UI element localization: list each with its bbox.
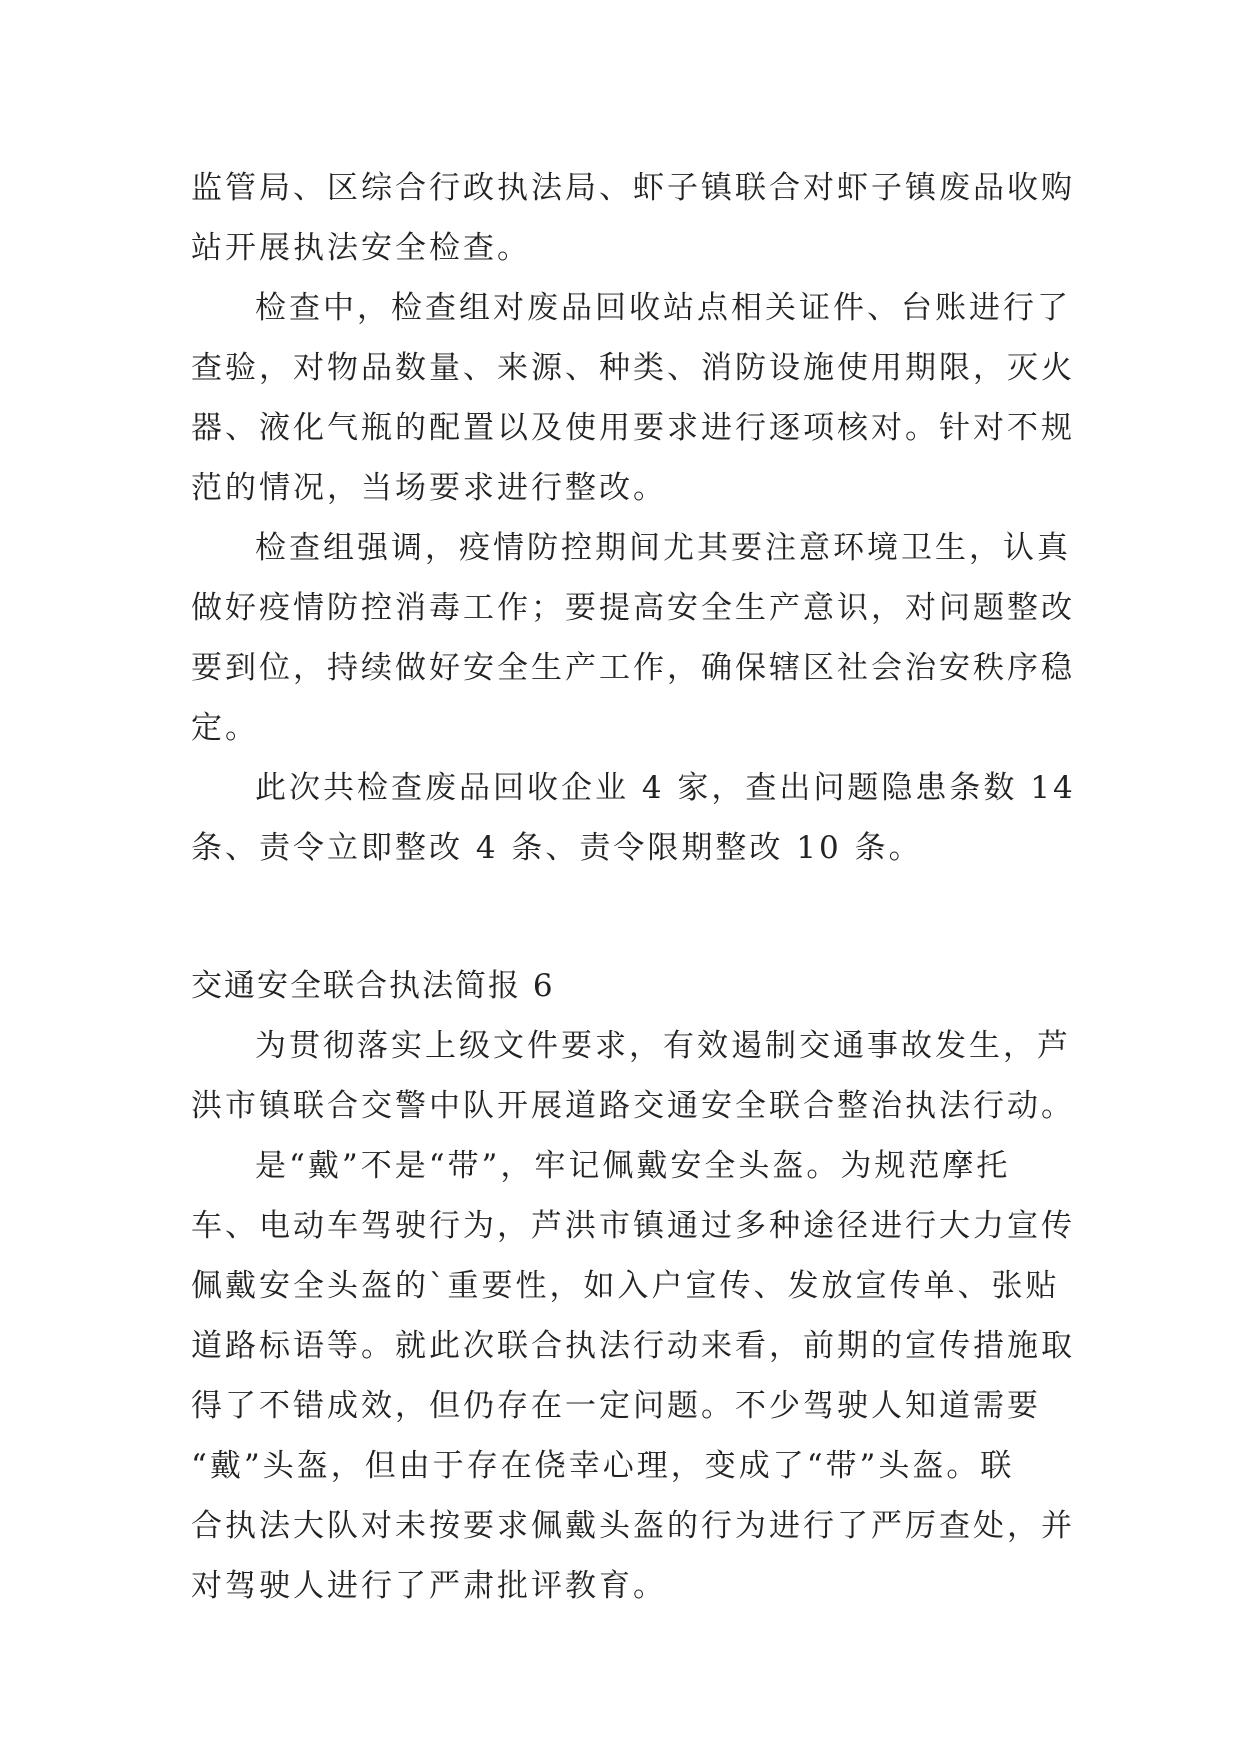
paragraph-line: 洪市镇联合交警中队开展道路交通安全联合整治执法行动。 bbox=[191, 1088, 1075, 1124]
paragraph-line: 佩戴安全头盔的`重要性，如入户宣传、发放宣传单、张贴 bbox=[191, 1268, 1060, 1304]
paragraph-line: 道路标语等。就此次联合执法行动来看，前期的宣传措施取 bbox=[191, 1328, 1075, 1364]
paragraph-line: 监管局、区综合行政执法局、虾子镇联合对虾子镇废品收购 bbox=[191, 170, 1075, 206]
paragraph-line: 是“戴”不是“带”，牢记佩戴安全头盔。为规范摩托 bbox=[255, 1148, 1011, 1184]
section-gap bbox=[191, 878, 1051, 956]
document-body bbox=[191, 158, 1076, 1616]
paragraph-line: 合执法大队对未按要求佩戴头盔的行为进行了严厉查处，并 bbox=[191, 1508, 1075, 1544]
paragraph-line: 检查组强调，疫情防控期间尤其要注意环境卫生，认真 bbox=[255, 530, 1071, 566]
paragraph-line: “戴”头盔，但由于存在侥幸心理，变成了“带”头盔。联 bbox=[191, 1448, 1015, 1484]
paragraph-line: 检查中，检查组对废品回收站点相关证件、台账进行了 bbox=[255, 290, 1071, 326]
paragraph-line: 站开展执法安全检查。 bbox=[191, 230, 531, 266]
paragraph-line: 做好疫情防控消毒工作；要提高安全生产意识，对问题整改 bbox=[191, 590, 1075, 626]
paragraph-line: 查验，对物品数量、来源、种类、消防设施使用期限，灭火 bbox=[191, 350, 1075, 386]
paragraph-line: 定。 bbox=[191, 710, 259, 746]
paragraph-line: 得了不错成效，但仍存在一定问题。不少驾驶人知道需要 bbox=[191, 1388, 1041, 1424]
paragraph-line: 此次共检查废品回收企业 4 家，查出问题隐患条数 14 bbox=[255, 770, 1076, 806]
paragraph-line: 条、责令立即整改 4 条、责令限期整改 10 条。 bbox=[191, 830, 923, 866]
paragraph-line: 要到位，持续做好安全生产工作，确保辖区社会治安秩序稳 bbox=[191, 650, 1075, 686]
paragraph-line: 车、电动车驾驶行为，芦洪市镇通过多种途径进行大力宣传 bbox=[191, 1208, 1075, 1244]
paragraph-line: 范的情况，当场要求进行整改。 bbox=[191, 470, 667, 506]
paragraph-line: 器、液化气瓶的配置以及使用要求进行逐项核对。针对不规 bbox=[191, 410, 1075, 446]
section-title: 交通安全联合执法简报 6 bbox=[191, 968, 555, 1004]
paragraph-line: 为贯彻落实上级文件要求，有效遏制交通事故发生，芦 bbox=[255, 1028, 1071, 1064]
paragraph-line: 对驾驶人进行了严肃批评教育。 bbox=[191, 1568, 667, 1604]
